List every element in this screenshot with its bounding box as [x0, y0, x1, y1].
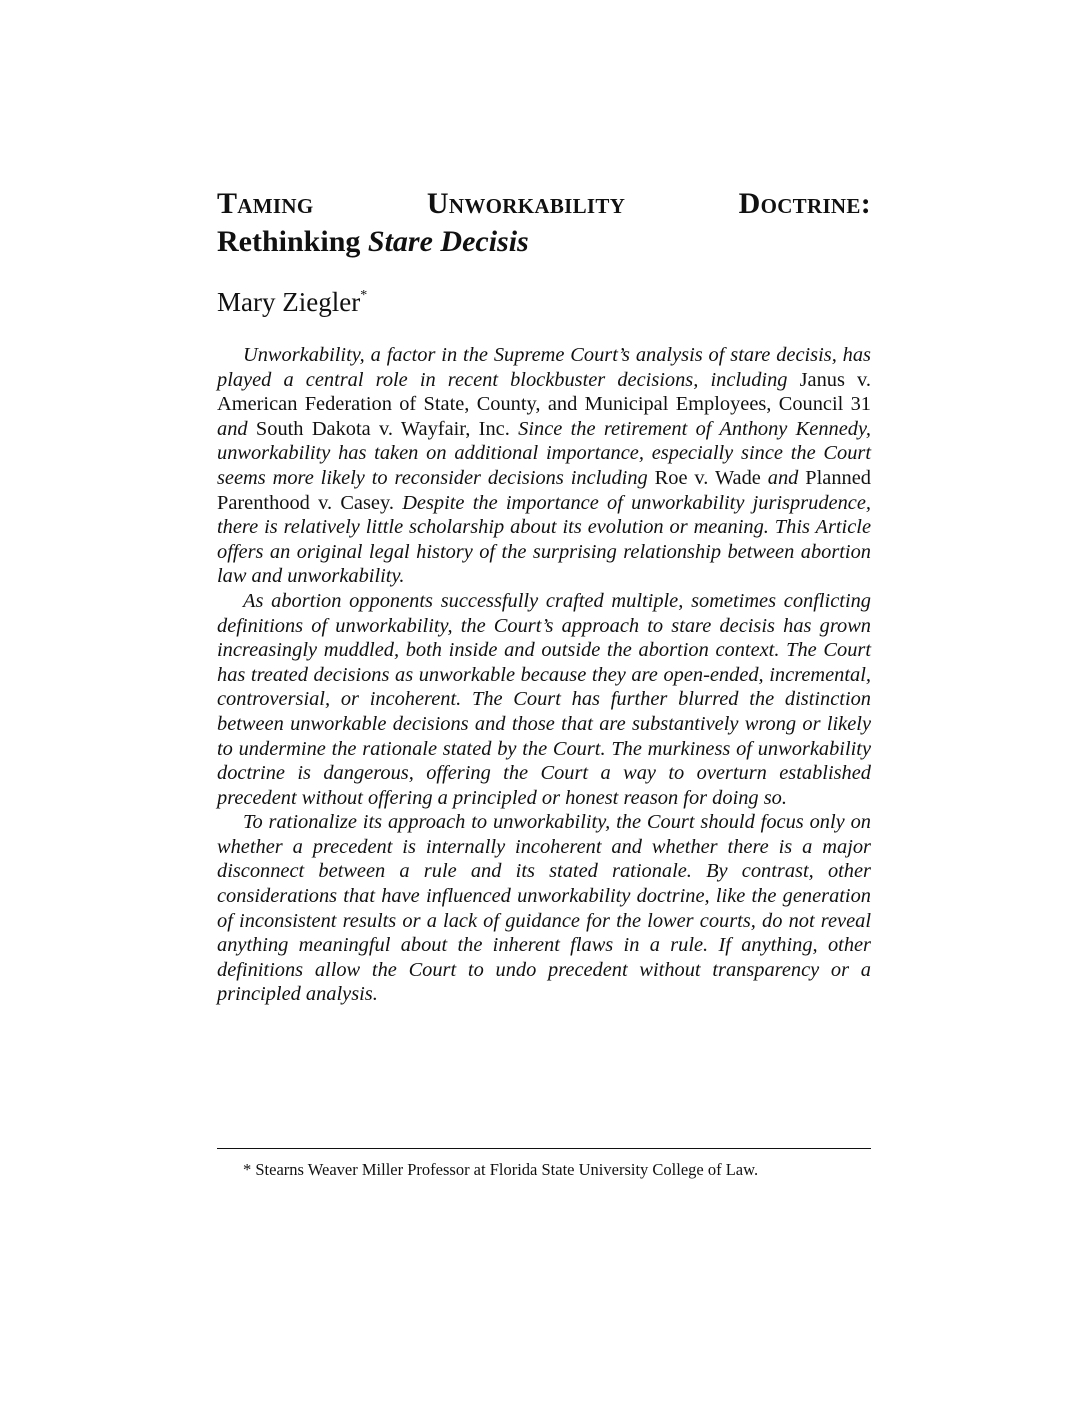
title-subtitle	[217, 223, 871, 261]
case-name: Janus v. American Federation of State, County, and Municipal Employees, Council 31	[217, 368, 871, 416]
abstract-text-run: and	[217, 417, 256, 440]
title-word-2: Unworkability	[426, 187, 626, 220]
case-name: South Dakota v. Wayfair, Inc.	[255, 417, 510, 440]
abstract-paragraph-2-text: As abortion opponents successfully crafted multiple, sometimes conflicting definitions of unworkability, the Court’s approach to stare decisis has grown increasingly muddled, both inside and outside the abortion context. The Court has treated decisions as unworkable because they are open-ended, incremental, controversial, or incoherent. The Court has further blurred the distinction between unworkable decisions and those that are substantively wrong or likely to undermine the rationale stated by the Court. The murkiness of unworkability doctrine is dangerous, offering the Court a way to overturn established precedent without offering a principled or honest reason for doing so.	[217, 589, 871, 809]
abstract-text-run: Since the retirement of Anthony Kennedy, unworkability has taken on additional importance, especially since the Court seems more likely to reconsider decisions including	[217, 417, 871, 489]
footnote: * Stearns Weaver Miller Professor at Florida State University College of Law.	[243, 1160, 759, 1179]
abstract-text-run: Despite the importance of unworkability jurisprudence, there is relatively little scholarship about its evolution or meaning. This Article offers an original legal history of the surprising relationship between abortion law and unworkability.	[217, 491, 871, 588]
abstract-paragraph-1	[217, 343, 871, 589]
subtitle-italic: Stare Decisis	[367, 225, 529, 258]
abstract	[217, 343, 871, 1007]
title-word-1: Taming	[217, 187, 314, 220]
abstract-paragraph-3	[217, 810, 871, 1007]
case-name: Planned Parenthood v. Casey.	[217, 466, 871, 514]
subtitle-plain: Rethinking	[217, 225, 368, 258]
article-title	[217, 185, 871, 261]
footnote-divider	[217, 1148, 871, 1149]
author-footnote-marker: *	[360, 288, 368, 303]
abstract-paragraph-3-text: To rationalize its approach to unworkability, the Court should focus only on whether a precedent is internally incoherent and whether there is a major disconnect between a rule and its stated rationale. By contrast, other considerations that have influenced unworkability doctrine, like the generation of inconsistent results or a lack of guidance for the lower courts, do not reveal anything meaningful about the inherent flaws in a rule. If anything, other definitions allow the Court to undo precedent without transparency or a principled analysis.	[217, 811, 871, 1006]
abstract-paragraph-2	[217, 589, 871, 810]
title-line-1	[217, 185, 871, 223]
case-name: Roe v. Wade	[654, 466, 761, 489]
title-word-3: Doctrine:	[738, 187, 871, 220]
author-text: Mary Ziegler	[217, 287, 361, 317]
abstract-text-run: Unworkability, a factor in the Supreme Court’s analysis of stare decisis, has played a central role in recent blockbuster decisions, including	[217, 344, 871, 391]
author-name	[217, 282, 367, 318]
abstract-text-run: and	[760, 466, 806, 489]
